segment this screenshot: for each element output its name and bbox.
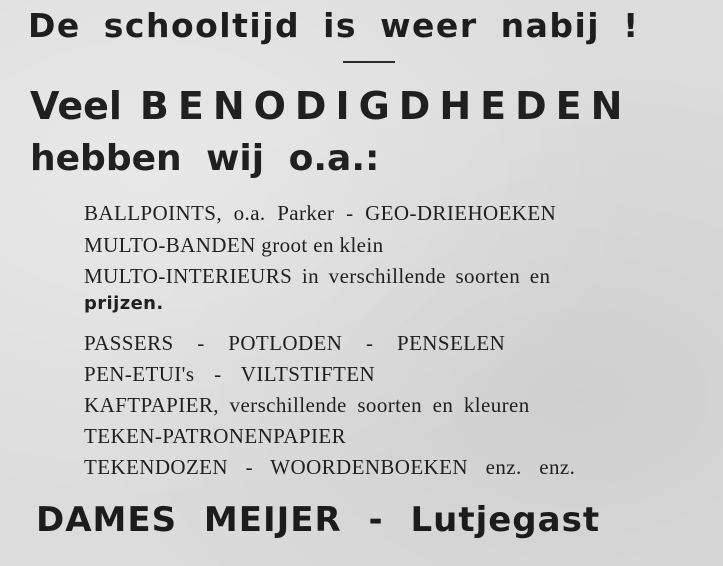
heading-line-2: hebben wij o.a.: xyxy=(30,138,380,179)
list-item: MULTO-INTERIEURS in verschillende soorten en xyxy=(84,264,551,288)
heading-prefix: Veel xyxy=(30,84,122,128)
divider-rule xyxy=(343,61,395,63)
list-item: MULTO-BANDEN groot en klein xyxy=(84,233,384,257)
list-item: BALLPOINTS, o.a. Parker - GEO-DRIEHOEKEN xyxy=(84,201,557,225)
footer-signature: DAMES MEIJER - Lutjegast xyxy=(36,500,601,540)
list-item: KAFTPAPIER, verschillende soorten en kleuren xyxy=(84,393,530,417)
list-item: PEN-ETUI's - VILTSTIFTEN xyxy=(84,362,376,386)
heading-line-1 xyxy=(30,84,631,128)
list-item: TEKEN-PATRONENPAPIER xyxy=(84,424,346,448)
list-item: TEKENDOZEN - WOORDENBOEKEN enz. enz. xyxy=(84,455,576,479)
headline: De schooltijd is weer nabij ! xyxy=(28,6,640,45)
heading-emphasis: BENODIGDHEDEN xyxy=(139,84,632,128)
list-item: prijzen. xyxy=(84,293,164,314)
list-item: PASSERS - POTLODEN - PENSELEN xyxy=(84,331,506,355)
